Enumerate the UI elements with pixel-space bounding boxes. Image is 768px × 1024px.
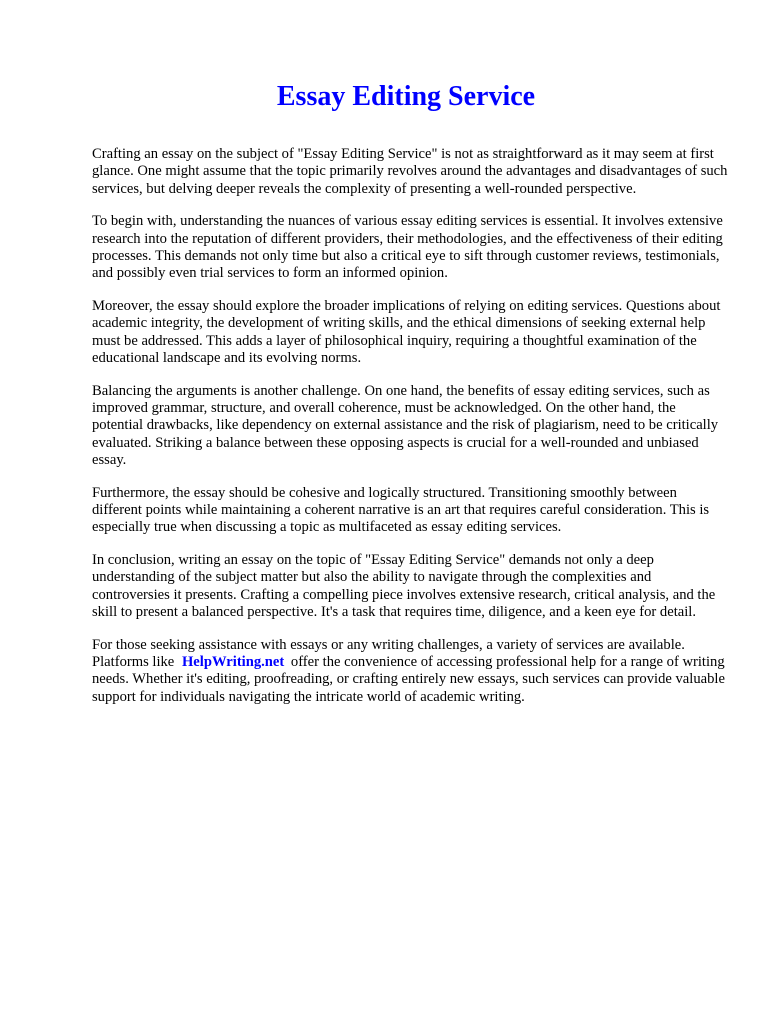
paragraph-7 — [92, 637, 728, 706]
paragraph-7-after-link: offer the convenience of accessing professional help for a range of writing needs. Whether it's editing, proofreading, or crafting entirely new essays, such services can provide valuable support for individuals navigating the intricate world of academic writing. — [92, 654, 725, 705]
paragraph-7-before-link: For those seeking assistance with essays or any writing challenges, a variety of services are available. Platforms like — [92, 636, 685, 671]
paragraph-4: Balancing the arguments is another challenge. On one hand, the benefits of essay editing services, such as improved grammar, structure, and overall coherence, must be acknowledged. On the other hand, the potential drawbacks, like dependency on external assistance and the risk of plagiarism, need to be critically evaluated. Striking a balance between these opposing aspects is crucial for a well-rounded and unbiased essay. — [92, 382, 719, 468]
paragraph-2: To begin with, understanding the nuances of various essay editing services is essential. It involves extensive research into the reputation of different providers, their methodologies, and the effectiveness of their editing processes. This demands not only time but also a critical eye to sift through customer reviews, testimonials, and possibly even trial services to form an informed opinion. — [92, 213, 723, 282]
helpwriting-link[interactable]: HelpWriting.net — [181, 654, 285, 671]
paragraph-5: Furthermore, the essay should be cohesive and logically structured. Transitioning smoothly between different points while maintaining a coherent narrative is an art that requires careful consideration. This is especially true when discussing a topic as multifaceted as essay editing services. — [92, 484, 710, 536]
paragraph-6: In conclusion, writing an essay on the topic of "Essay Editing Service" demands not only a deep understanding of the subject matter but also the ability to navigate through the complexities and controversies it presents. Crafting a compelling piece involves extensive research, critical analysis, and the skill to present a balanced perspective. It's a task that requires time, diligence, and a keen eye for detail. — [92, 552, 716, 621]
document-body — [92, 146, 728, 722]
paragraph-3: Moreover, the essay should explore the broader implications of relying on editing services. Questions about academic integrity, the development of writing skills, and the ethical dimensions of seeking external help must be addressed. This adds a layer of philosophical inquiry, requiring a thoughtful examination of the educational landscape and its evolving norms. — [92, 298, 721, 366]
paragraph-1: Crafting an essay on the subject of "Essay Editing Service" is not as straightforward as it may seem at first glance. One might assume that the topic primarily revolves around the advantages and disadvantages of such services, but delving deeper reveals the complexity of presenting a well-rounded perspective. — [92, 146, 728, 197]
page-title: Essay Editing Service — [276, 81, 536, 112]
